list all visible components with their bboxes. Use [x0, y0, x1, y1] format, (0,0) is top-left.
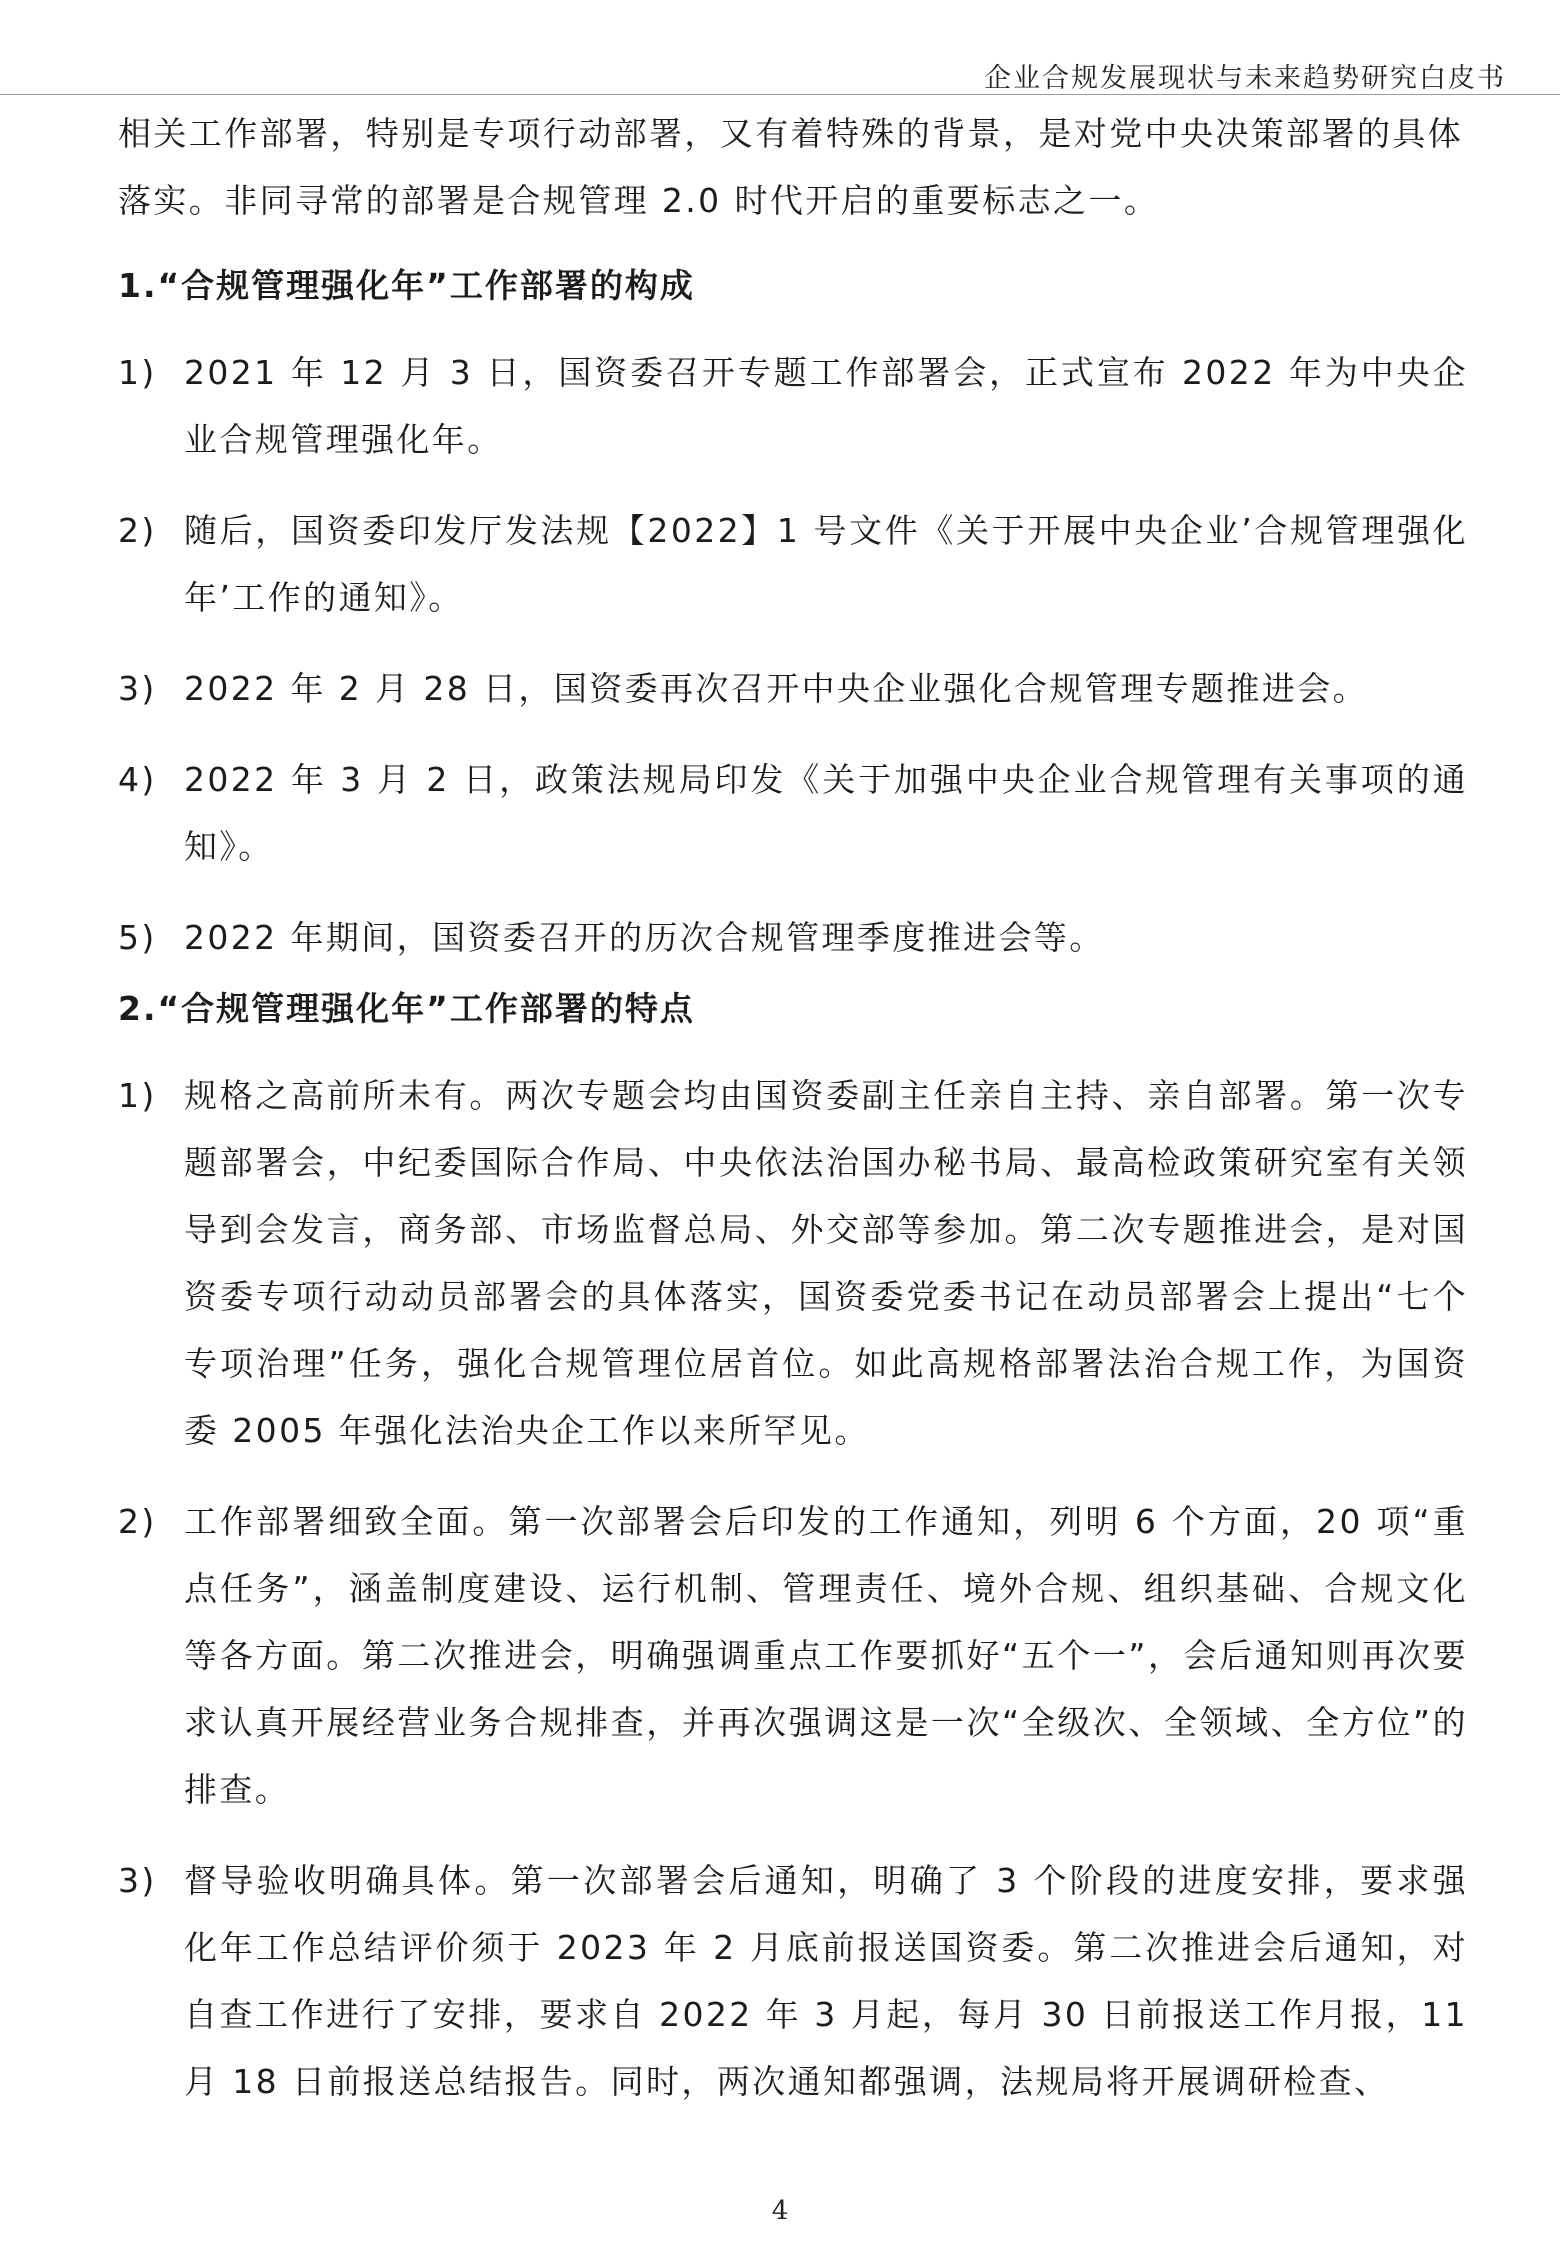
section-2-heading: 2.“合规管理强化年”工作部署的特点 [118, 989, 695, 1028]
list-item-number: 1) [118, 353, 157, 392]
list-item-number: 2) [118, 511, 157, 550]
list-item-text: 规格之高前所未有。两次专题会均由国资委副主任亲自主持、亲自部署。第一次专题部署会，中纪委国际合作局、中央依法治国办秘书局、最高检政策研究室有关领导到会发言，商务部、市场监督总局、外交部等参加。第二次专题推进会，是对国资委专项行动动员部署会的具体落实，国资委党委书记在动员部署会上提出“七个专项治理”任务，强化合规管理位居首位。如此高规格部署法治合规工作，为国资委 2005 年强化法治央企工作以来所罕见。 [184, 1076, 1468, 1450]
list-item-number: 3) [118, 1861, 157, 1900]
document-body [118, 100, 1468, 2139]
intro-paragraph: 相关工作部署，特别是专项行动部署，又有着特殊的背景，是对党中央决策部署的具体落实。非同寻常的部署是合规管理 2.0 时代开启的重要标志之一。 [118, 114, 1464, 220]
list-item-number: 5) [118, 918, 157, 957]
list-item [118, 339, 1468, 473]
list-item [118, 904, 1468, 971]
list-item-number: 4) [118, 760, 157, 799]
running-header: 企业合规发展现状与未来趋势研究白皮书 [984, 63, 1506, 94]
section-1-heading: 1.“合规管理强化年”工作部署的构成 [118, 266, 695, 305]
list-item [118, 1847, 1468, 2115]
list-item-number: 2) [118, 1502, 157, 1541]
list-item-text: 随后，国资委印发厅发法规【2022】1 号文件《关于开展中央企业’合规管理强化年’工作的通知》。 [184, 511, 1468, 617]
list-item [118, 1488, 1468, 1823]
page-number: 4 [771, 2196, 789, 2226]
list-item [118, 655, 1468, 722]
list-item-text: 2022 年 3 月 2 日，政策法规局印发《关于加强中央企业合规管理有关事项的通知》。 [184, 760, 1468, 866]
list-item [118, 1062, 1468, 1464]
list-item-text: 2022 年 2 月 28 日，国资委再次召开中央企业强化合规管理专题推进会。 [184, 669, 1369, 708]
list-item-number: 3) [118, 669, 157, 708]
list-item-text: 2021 年 12 月 3 日，国资委召开专题工作部署会，正式宣布 2022 年为中央企业合规管理强化年。 [184, 353, 1468, 459]
list-item-number: 1) [118, 1076, 157, 1115]
list-item-text: 督导验收明确具体。第一次部署会后通知，明确了 3 个阶段的进度安排，要求强化年工作总结评价须于 2023 年 2 月底前报送国资委。第二次推进会后通知，对自查工作进行了安排，要求自 2022 年 3 月起，每月 30 日前报送工作月报，11 月 18 日前报送总结报告。同时，两次通知都强调，法规局将开展调研检查、 [184, 1861, 1468, 2101]
header-divider [0, 94, 1560, 95]
list-item [118, 746, 1468, 880]
list-item-text: 工作部署细致全面。第一次部署会后印发的工作通知，列明 6 个方面，20 项“重点任务”，涵盖制度建设、运行机制、管理责任、境外合规、组织基础、合规文化等各方面。第二次推进会，明确强调重点工作要抓好“五个一”，会后通知则再次要求认真开展经营业务合规排查，并再次强调这是一次“全级次、全领域、全方位”的排查。 [184, 1502, 1468, 1809]
list-item-text: 2022 年期间，国资委召开的历次合规管理季度推进会等。 [184, 918, 1105, 957]
list-item [118, 497, 1468, 631]
